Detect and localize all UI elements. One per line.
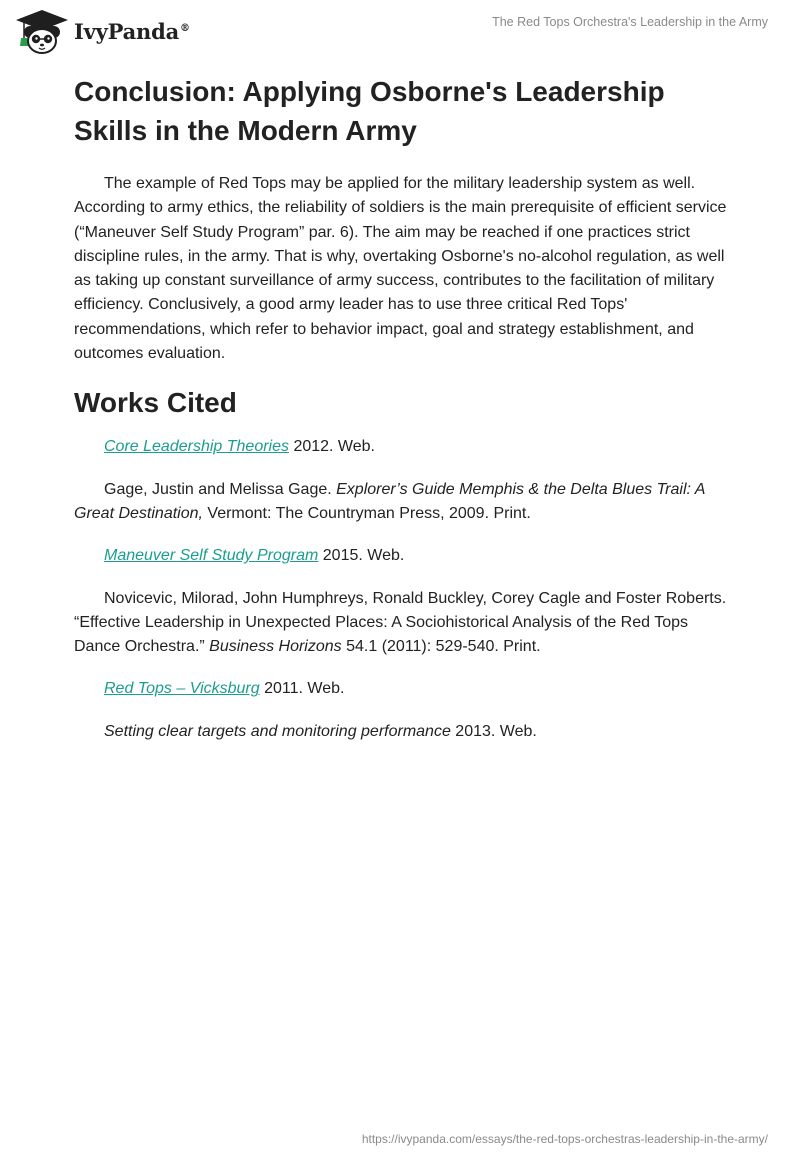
- citation-link[interactable]: Core Leadership Theories: [104, 438, 289, 456]
- source-url[interactable]: https://ivypanda.com/essays/the-red-tops-orchestras-leadership-in-the-army/: [361, 1132, 768, 1146]
- citation-item: Novicevic, Milorad, John Humphreys, Ronald Buckley, Corey Cagle and Foster Roberts. “Effective Leadership in Unexpected Places: A Sociohistorical Analysis of the Red Tops Dance Orchestra.” Business Horizons 54.1 (2011): 529-540. Print.: [74, 589, 727, 656]
- conclusion-paragraph: The example of Red Tops may be applied for the military leadership system as well. According to army ethics, the reliability of soldiers is the main prerequisite of efficient service (“Maneuver Self Study Program” par. 6). The aim may be reached if one practices strict discipline rules, in the army. That is why, overtaking Osborne's no-alcohol regulation, as well as taking up constant surveillance of army success, contributes to the facilitation of military efficiency. Conclusively, a good army leader has to use three critical Red Tops' recommendations, which refer to behavior impact, goal and strategy establishment, and outcomes evaluation.: [74, 175, 727, 363]
- citation-link[interactable]: Maneuver Self Study Program: [104, 547, 319, 565]
- citation-item: Maneuver Self Study Program 2015. Web.: [104, 547, 405, 565]
- page-header: [0, 0, 800, 64]
- panda-graduate-icon: [14, 8, 70, 54]
- ivypanda-logo[interactable]: [14, 8, 190, 54]
- citation-item: Core Leadership Theories 2012. Web.: [104, 438, 375, 456]
- citation-item: Gage, Justin and Melissa Gage. Explorer’s Guide Memphis & the Delta Blues Trail: A Great Destination, Vermont: The Countryman Press, 2009. Print.: [74, 480, 705, 522]
- brand-name: IvyPanda®: [74, 18, 190, 44]
- works-cited-list: [74, 435, 728, 744]
- citation-item: Red Tops – Vicksburg 2011. Web.: [104, 680, 345, 698]
- section-heading-conclusion: Conclusion: Applying Osborne's Leadership Skills in the Modern Army: [74, 76, 665, 146]
- essay-content: [74, 72, 728, 744]
- document-title: The Red Tops Orchestra's Leadership in the Army: [492, 15, 768, 29]
- works-cited-heading: Works Cited: [74, 387, 237, 419]
- citation-item: Setting clear targets and monitoring performance 2013. Web.: [104, 722, 537, 740]
- citation-link[interactable]: Red Tops – Vicksburg: [104, 680, 260, 698]
- registered-mark: ®: [180, 22, 190, 34]
